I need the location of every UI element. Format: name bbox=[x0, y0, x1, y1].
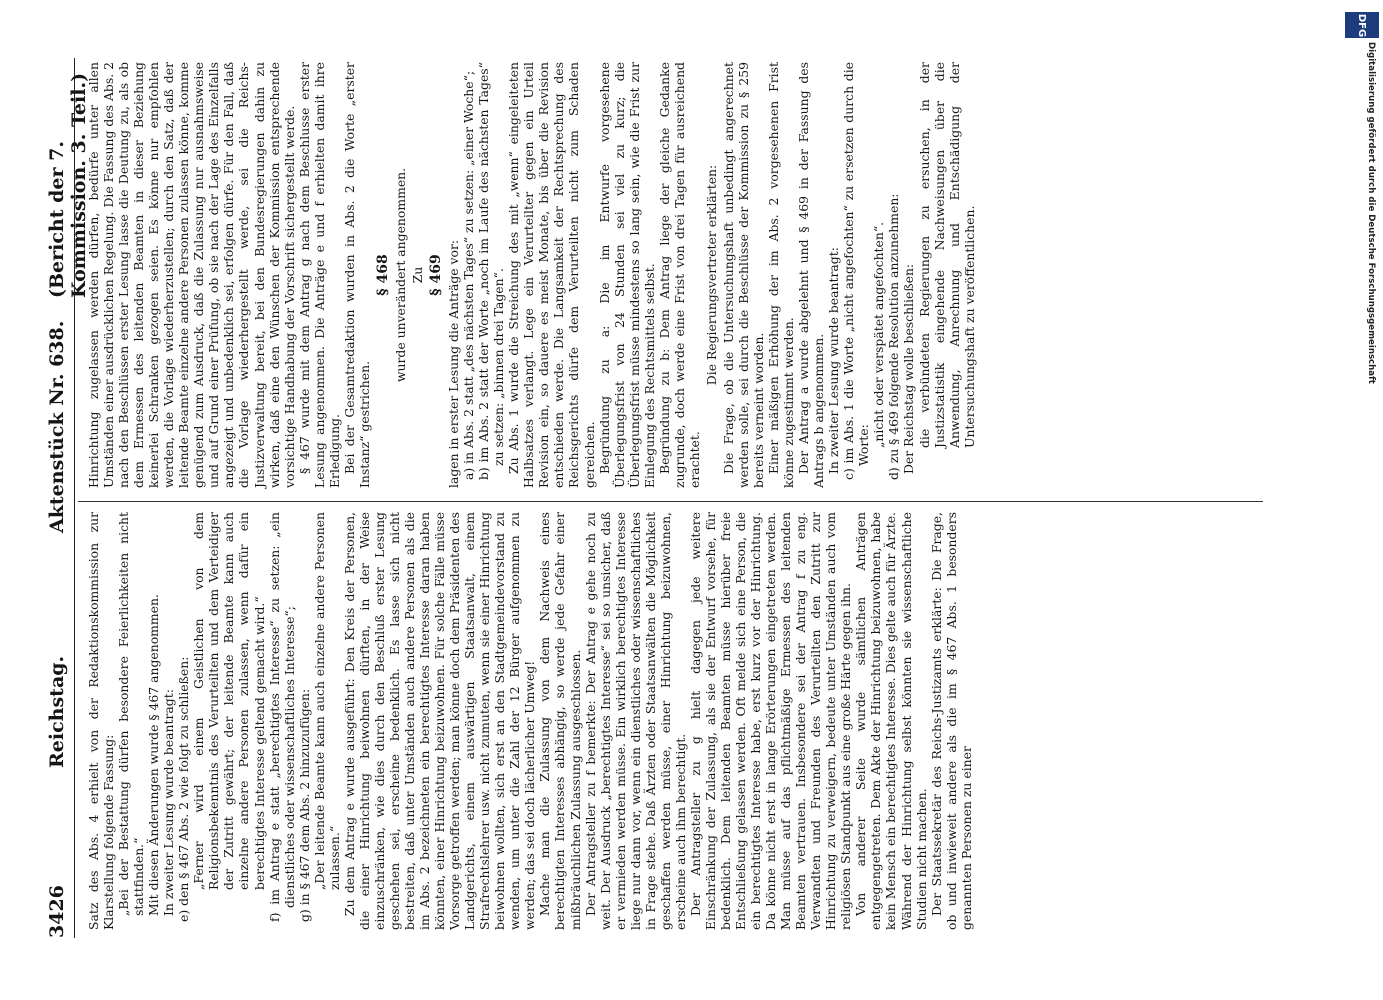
paragraph: Mache man die Zulassung von dem Nachweis eines berechtigten Interesses abhängig, so werde jede Gefahr einer mißbräuchlichen Zulassung ausgeschlossen. bbox=[537, 512, 583, 930]
paragraph: In zweiter Lesung wurde beantragt: bbox=[826, 247, 842, 474]
quote: „Der leitende Beamte kann auch einzelne andere Personen zulassen.“ bbox=[311, 512, 342, 890]
list-item: g) in § 467 dem Abs. 2 hinzuzufügen: bbox=[296, 688, 312, 922]
paragraph: Die Frage, ob die Untersuchungshaft unbedingt angerechnet werden solle, sei durch die Beschlüsse der Kommission zu § 259 bereits verneint worden. bbox=[720, 62, 767, 488]
paragraph: Einer mäßigen Erhöhung der im Abs. 2 vorgesehenen Frist könne zugestimmt werden. bbox=[766, 62, 797, 488]
page-number: 3426 bbox=[46, 885, 68, 938]
list-item: f) im Antrag e statt „berechtigtes Interesse“ zu setzen: „ein dienstliches oder wissenschaftliches Interesse“; bbox=[266, 512, 297, 922]
header-rule bbox=[74, 58, 75, 938]
list-item: e) den § 467 Abs. 2 wie folgt zu schließen: bbox=[176, 656, 192, 922]
paragraph: Von anderer Seite wurde sämtlichen Anträgen entgegengetreten. Dem Akte der Hinrichtung beizuwohnen, habe kein Mensch ein berechtigtes Interesse. Dies gelte auch für Ärzte. Während der Hinrichtung selbst könnten sie wissenschaftliche Studien nicht machen. bbox=[853, 512, 929, 930]
paragraph: Der Staatssekretär des Reichs-Justizamts erklärte: Die Frage, ob und inwieweit andere als die im § 467 Abs. 1 besonders genannten Personen zu einer bbox=[928, 512, 974, 930]
section-heading: § 469 bbox=[428, 254, 445, 296]
paragraph: Bei der Gesamtredaktion wurden in Abs. 2 die Worte „erster Instanz“ gestrichen. bbox=[341, 62, 372, 488]
paragraph: § 467 wurde mit dem Antrag g nach dem Beschlusse erster Lesung angenommen. Die Anträge e und f erhielten damit ihre Erledigung. bbox=[296, 62, 342, 488]
funding-stamp bbox=[1342, 6, 1382, 994]
section-heading: § 468 bbox=[374, 254, 391, 296]
paragraph: lagen in erster Lesung die Anträge vor: bbox=[446, 239, 462, 488]
paragraph: Begründung zu a: Die im Entwurfe vorgesehene Überlegungsfrist von 24 Stunden sei viel zu kurz; die Überlegungsfrist müsse mindestens so lang sein, wie die Frist zur Einlegung des Rechtsmittels selbst. bbox=[596, 62, 657, 488]
list-item: a) in Abs. 2 statt „des nächsten Tages“ zu setzen: „einer Woche“; bbox=[461, 70, 477, 480]
paragraph: Zu Abs. 1 wurde die Streichung des mit „wenn“ eingeleiteten Halbsatzes verlangt. Lege ein Verurteilter gegen ein Urteil Revision ein, so dauere es meist Monate, bis über die Revision entschieden werde. Die Langsamkeit der Rechtsprechung des Reichsgerichts dürfe dem Verurteilten nicht zum Schaden gereichen. bbox=[506, 62, 597, 488]
paragraph: Hinrichtung zugelassen werden dürfen, bedürfe unter allen Umständen einer ausdrücklichen Regelung. Die Fassung des Abs. 2 nach den Beschlüssen erster Lesung lasse die Deutung zu, als ob dem Ermessen des leitenden Beamten in dieser Beziehung keinerlei Schranken gezogen seien. Es könne nur empfohlen werden, die Vorlage wiederherzustellen; durch den Satz, daß der leitende Beamte einzelne andere Personen zulassen könne, komme genügend zum Ausdruck, daß die Zulassung nur ausnahmsweise und auf Grund einer Prüfung, ob sie nach der Lage des Einzelfalls angezeigt und unbedenklich sei, erfolgen dürfe. Für den Fall, daß die Vorlage wiederhergestellt werde, sei die Reichs-Justizverwaltung bereit, bei den Bundesregierungen dahin zu wirken, daß eine den Wünschen der Kommission entsprechende vorsichtige Handhabung der Vorschrift sichergestellt werde. bbox=[86, 62, 297, 488]
quote: „nicht oder verspätet angefochten“. bbox=[871, 221, 887, 448]
funding-notice: Digitalisierung gefördert durch die Deutsche Forschungsgemeinschaft bbox=[1366, 42, 1376, 384]
paragraph: Die Regierungsvertreter erklärten: bbox=[703, 164, 719, 386]
paragraph: Zu bbox=[409, 266, 425, 284]
left-column bbox=[86, 512, 974, 930]
page-header bbox=[44, 58, 90, 938]
paragraph: Der Antrag a wurde abgelehnt und § 469 in der Fassung des Antrags b angenommen. bbox=[796, 62, 827, 488]
list-item: c) im Abs. 1 die Worte „nicht angefochten“ zu ersetzen durch die Worte: bbox=[841, 62, 872, 480]
list-item: b) im Abs. 2 statt der Worte „noch im Laufe des nächsten Tages“ zu setzen: „binnen drei Tagen“. bbox=[476, 62, 507, 480]
paragraph: Der Antragsteller zu g hielt dagegen jede weitere Einschränkung der Zulassung, als sie der Entwurf vorsehe, für bedenklich. Dem leitenden Beamten müsse hierüber freie Entschließung gelassen werden. Oft melde sich eine Person, die ein berechtigtes Interesse habe, erst kurz vor der Hinrichtung. Da könne nicht erst in lange Erörterungen eingetreten werden. Man müsse auf das pflichtmäßige Ermessen des leitenden Beamten vertrauen. Insbesondere sei der Antrag f zu eng. Verwandten und Freunden des Verurteilten den Zutritt zur Hinrichtung zu verweigern, bedeute unter Umständen auch vom religiösen Standpunkt aus eine große Härte gegen ihn. bbox=[687, 512, 854, 930]
column-divider bbox=[78, 501, 1263, 502]
paragraph: Satz des Abs. 4 erhielt von der Redaktionskommission zur Klarstellung folgende Fassung: bbox=[86, 512, 117, 930]
chamber-name: Reichstag. bbox=[46, 655, 68, 768]
paragraph: Der Antragsteller zu f bemerkte: Der Antrag e gehe noch zu weit. Der Ausdruck „berechtigtes Interesse“ sei so unsicher, daß er vermieden werden müsse. Ein wirklich berechtigtes Interesse liege nur dann vor, wenn ein dienstliches oder wissenschaftliches in Frage stehe. Daß Ärzten oder Staatsanwälten die Möglichkeit geschaffen werden müsse, einer Hinrichtung beizuwohnen, erscheine auch ihm berechtigt. bbox=[582, 512, 688, 930]
paragraph: In zweiter Lesung wurde beantragt: bbox=[161, 689, 177, 916]
right-column bbox=[86, 62, 977, 488]
paragraph: Mit diesen Änderungen wurde § 467 angenommen. bbox=[146, 594, 162, 916]
paragraph: Begründung zu b: Dem Antrag liege der gleiche Gedanke zugrunde, doch werde eine Frist von drei Tagen für ausreichend erachtet. bbox=[656, 62, 702, 488]
dfg-logo-icon: DFG bbox=[1345, 12, 1379, 38]
quote: „Ferner wird einem Geistlichen von dem Religionsbekenntnis des Verurteilten und dem Verteidiger der Zutritt gewährt; der leitende Beamte kann auch einzelne andere Personen zulassen, wenn dafür ein berechtigtes Interesse geltend gemacht wird.“ bbox=[191, 512, 267, 890]
paragraph: Zu dem Antrag e wurde ausgeführt: Den Kreis der Personen, die einer Hinrichtung beiwohnen dürften, in der Weise einzuschränken, wie dies durch den Beschluß erster Lesung geschehen sei, erscheine bedenklich. Es lasse sich nicht bestreiten, daß unter Umständen auch andere Personen als die im Abs. 2 bezeichneten ein berechtigtes Interesse daran haben könnten, einer Hinrichtung beizuwohnen. Für solche Fälle müsse Vorsorge getroffen werden; man könne doch dem Präsidenten des Landgerichts, einem auswärtigen Staatsanwalt, einem Strafrechtslehrer usw. nicht zumuten, wenn sie einer Hinrichtung beiwohnen wollten, sich erst an den Stadtgemeindevorstand zu wenden, um unter die Zahl der 12 Bürger aufgenommen zu werden; das sei doch lächerlicher Umweg! bbox=[341, 512, 538, 930]
quote: „Bei der Bestattung dürfen besondere Feierlichkeiten nicht stattfinden.“ bbox=[116, 512, 147, 916]
paragraph: wurde unverändert angenommen. bbox=[392, 167, 408, 383]
paragraph: Der Reichstag wolle beschließen: bbox=[901, 263, 917, 474]
document-number: Aktenstück Nr. 638. bbox=[46, 320, 68, 533]
list-item: d) zu § 469 folgende Resolution anzunehmen: bbox=[886, 193, 902, 480]
report-title: (Bericht der 7. Kommission. 3. Teil.) bbox=[46, 72, 90, 298]
quote: die verbündeten Regierungen zu ersuchen, in der Justizstatistik eingehende Nachweisungen über die Anwendung, Anrechnung und Entschädigung der Untersuchungshaft zu veröffentlichen. bbox=[916, 62, 977, 448]
